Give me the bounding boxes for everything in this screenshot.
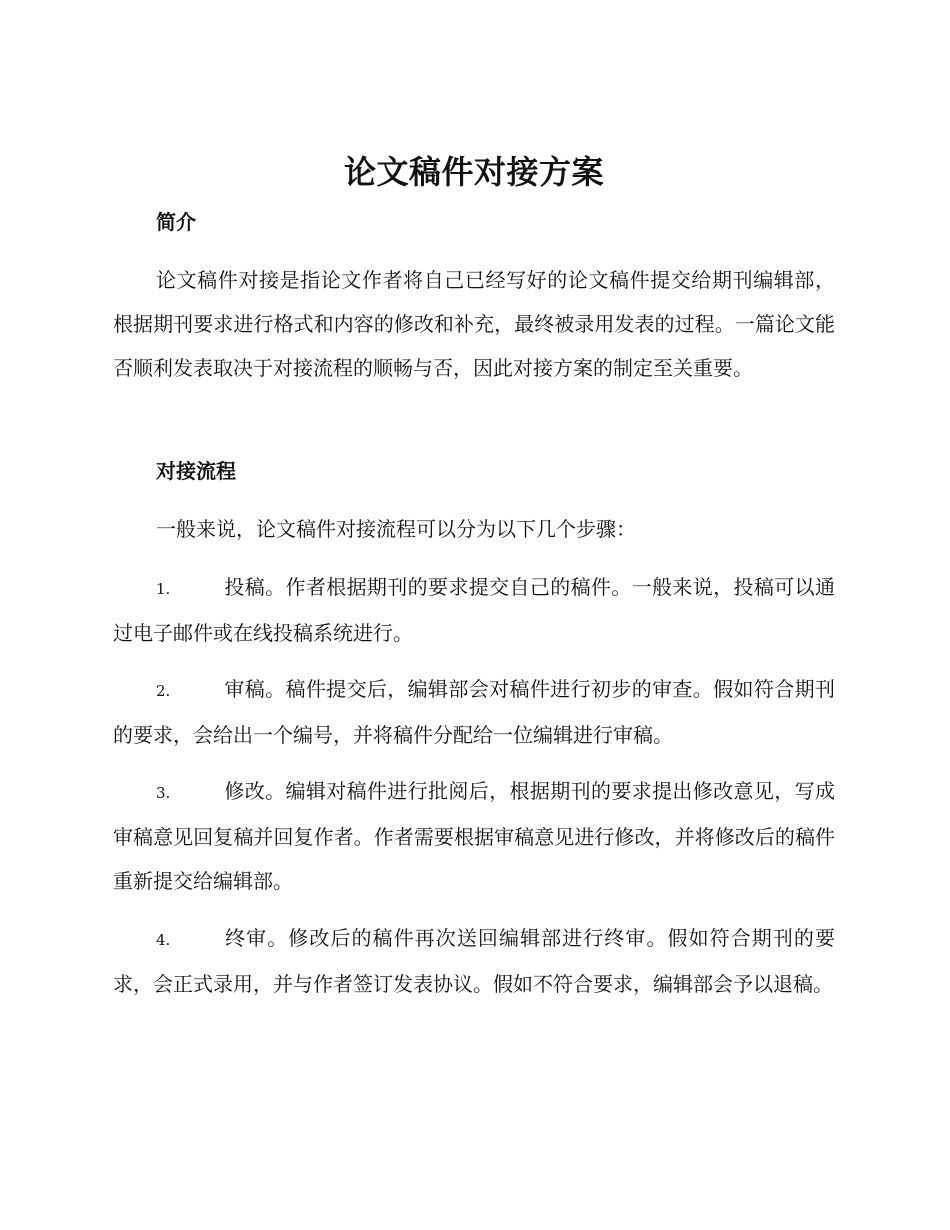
- document-title: 论文稿件对接方案: [343, 153, 604, 191]
- list-item-text: 终审。修改后的稿件再次送回编辑部进行终审。假如符合期刊的要求，会正式录用，并与作者签订发表协议。假如不符合要求，编辑部会予以退稿。: [113, 926, 835, 996]
- list-item: [113, 667, 835, 757]
- list-item: [113, 769, 835, 903]
- list-item-text: 修改。编辑对稿件进行批阅后，根据期刊的要求提出修改意见，写成审稿意见回复稿并回复作者。作者需要根据审稿意见进行修改，并将修改后的稿件重新提交给编辑部。: [113, 779, 835, 893]
- section-heading-intro: 简介: [156, 210, 196, 234]
- list-item-text: 审稿。稿件提交后，编辑部会对稿件进行初步的审查。假如符合期刊的要求，会给出一个编号，并将稿件分配给一位编辑进行审稿。: [113, 677, 835, 747]
- list-item-number: 1.: [156, 580, 171, 598]
- intro-paragraph: 论文稿件对接是指论文作者将自己已经写好的论文稿件提交给期刊编辑部，根据期刊要求进行格式和内容的修改和补充，最终被录用发表的过程。一篇论文能否顺利发表取决于对接流程的顺畅与否，因此对接方案的制定至关重要。: [113, 268, 835, 380]
- list-item-text: 投稿。作者根据期刊的要求提交自己的稿件。一般来说，投稿可以通过电子邮件或在线投稿系统进行。: [113, 575, 835, 645]
- section-heading-process: 对接流程: [156, 459, 236, 483]
- process-intro-paragraph: 一般来说，论文稿件对接流程可以分为以下几个步骤：: [156, 517, 636, 541]
- list-item: [113, 565, 835, 655]
- list-item-number: 2.: [156, 682, 171, 700]
- list-item-number: 4.: [156, 931, 171, 949]
- list-item-number: 3.: [156, 784, 171, 802]
- list-item: [113, 916, 835, 1006]
